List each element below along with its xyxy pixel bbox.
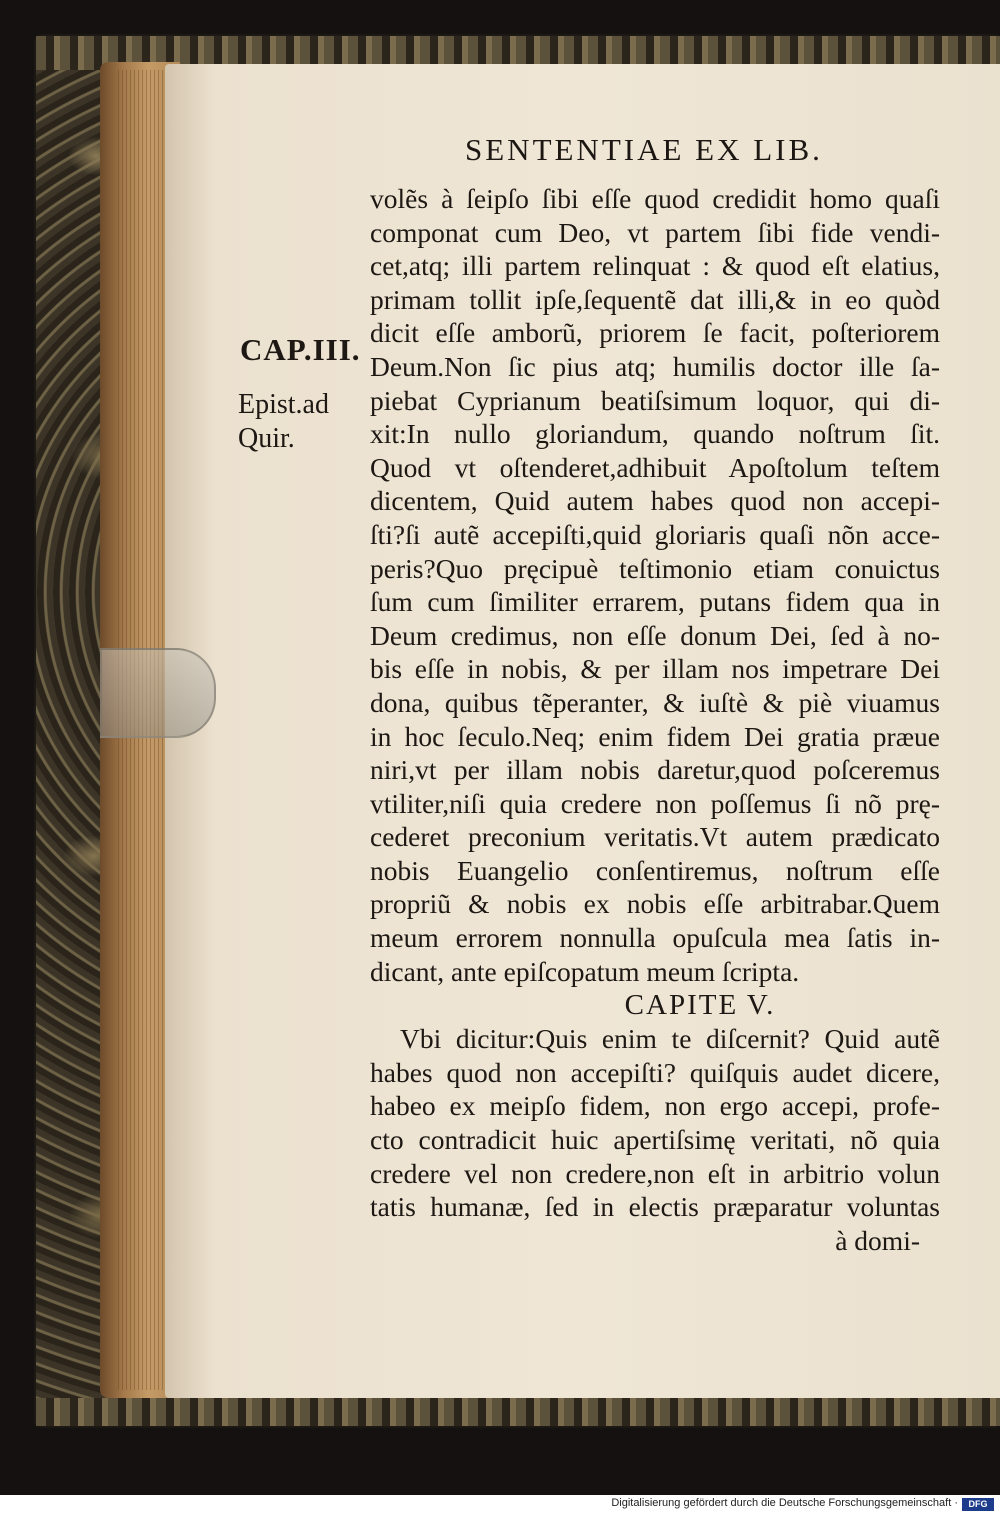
running-head: SENTENTIAE EX LIB. xyxy=(465,132,823,167)
cover-bottom-edge xyxy=(36,1398,1000,1426)
text-line: cederet preconium veritatis.Vt autem prædicato xyxy=(370,821,940,853)
text-line: dicentem, Quid autem habes quod non accepi- xyxy=(370,485,940,517)
text-line: propriũ & nobis ex nobis eſſe arbitrabar.Quem xyxy=(370,888,940,920)
text-line: piebat Cyprianum beatiſsimum loquor, qui di- xyxy=(370,384,940,416)
chapter-heading: CAPITE V. xyxy=(624,989,776,1022)
text-line: cet,atq; illi partem relinquat : & quod eſt elatius, xyxy=(370,250,940,282)
text-line: habeo ex meipſo fidem, non ergo accepi, profe- xyxy=(370,1090,940,1122)
margin-note-reference xyxy=(238,388,329,456)
text-line: cto contradicit huic apertiſsimę veritati, nõ quia xyxy=(370,1124,940,1156)
text-line: in hoc ſeculo.Neq; enim fidem Dei gratia præue xyxy=(370,720,940,752)
text-line: Quod vt oſtenderet,adhibuit Apoſtolum teſtem xyxy=(370,451,940,483)
main-text-block xyxy=(370,182,940,1257)
text-line: meum errorem nonnulla opuſcula mea ſatis in- xyxy=(370,922,940,954)
page-clip xyxy=(100,648,216,738)
text-line: credere vel non credere,non eſt in arbitrio volun xyxy=(370,1157,940,1189)
catchword: à domi- xyxy=(835,1224,920,1256)
margin-note-chapter: CAP.III. xyxy=(240,332,361,367)
text-line: peris?Quo pręcipuè teſtimonio etiam conuictus xyxy=(370,552,940,584)
dfg-logo-icon: DFG xyxy=(962,1498,994,1511)
text-line: primam tollit ipſe,ſequentẽ dat illi,& in eo quòd xyxy=(370,283,940,315)
text-line: habes quod non accepiſti? quiſquis audet dicere, xyxy=(370,1056,940,1088)
text-line: ſti?ſi autẽ accepiſti,quid gloriaris quaſi nõn acce- xyxy=(370,518,940,550)
text-line: Deum credimus, non eſſe donum Dei, ſed à no- xyxy=(370,619,940,651)
margin-note-reference-line: Quir. xyxy=(238,423,295,454)
text-line: volẽs à ſeipſo ſibi eſſe quod credidit homo quaſi xyxy=(370,183,940,214)
text-line: nobis Euangelio conſentiremus, noſtrum eſſe xyxy=(370,854,940,886)
text-line: tatis humanæ, ſed in electis præparatur voluntas xyxy=(370,1191,940,1223)
text-line: vtiliter,niſi quia credere non poſſemus ſi nõ prę- xyxy=(370,787,940,819)
text-line: Deum.Non ſic pius atq; humilis doctor ille ſa- xyxy=(370,350,940,382)
text-line: dona, quibus tẽperanter, & iuſtè & piè viuamus xyxy=(370,686,940,718)
text-line: dicit eſſe amborũ, priorem ſe facit, poſteriorem xyxy=(370,317,940,349)
text-line: componat cum Deo, vt partem ſibi fide vendi- xyxy=(370,216,940,248)
text-line: niri,vt per illam nobis daretur,quod poſceremus xyxy=(370,754,940,786)
text-line: xit:In nullo gloriandum, quando noſtrum ſit. xyxy=(370,418,940,450)
text-line: bis eſſe in nobis, & per illam nos impetrare Dei xyxy=(370,653,940,685)
text-line: Vbi dicitur:Quis enim te diſcernit? Quid autẽ xyxy=(400,1023,940,1055)
margin-note-reference-line: Epist.ad xyxy=(238,389,329,420)
text-line: ſum cum ſimiliter errarem, putans fidem qua in xyxy=(370,586,940,618)
text-line: dicant, ante epiſcopatum meum ſcripta. xyxy=(370,955,800,987)
footer-credit: Digitalisierung gefördert durch die Deutsche Forschungsgemeinschaft · xyxy=(611,1497,958,1509)
